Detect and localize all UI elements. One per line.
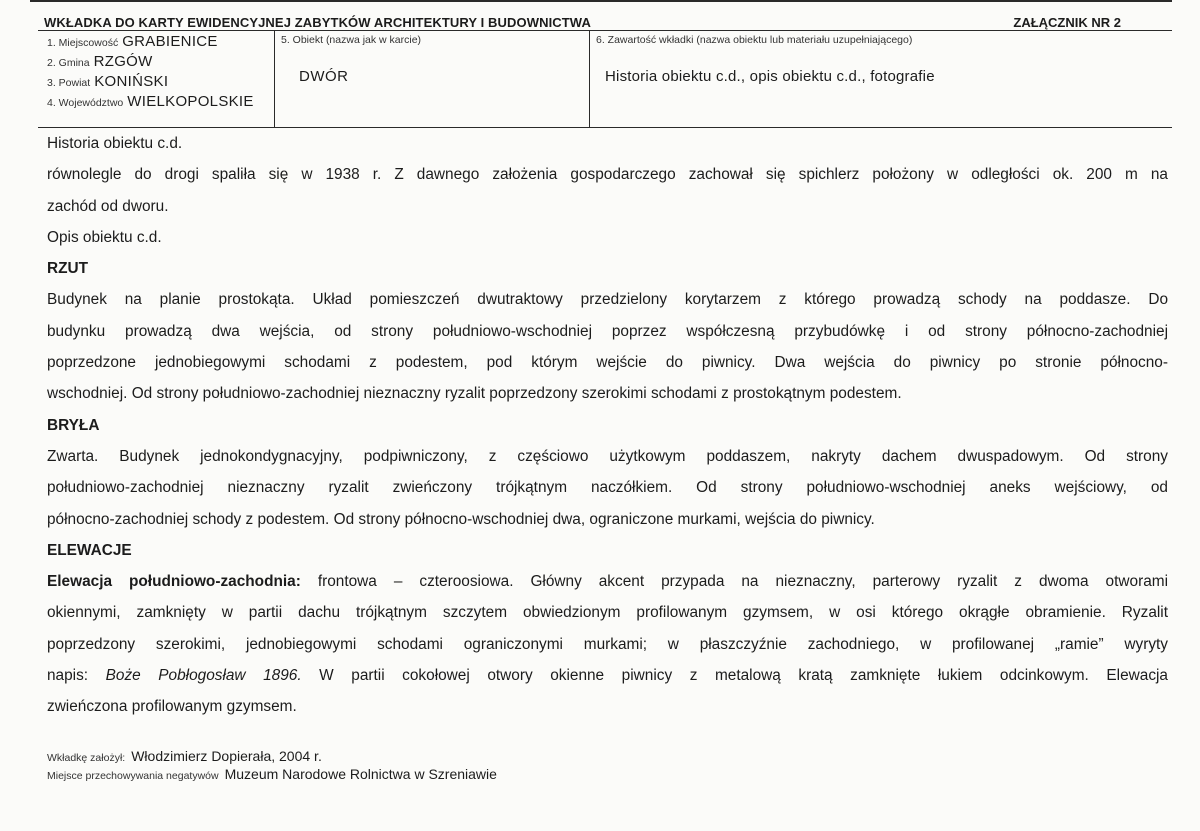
author-value: Włodzimierz Dopierała, 2004 r. xyxy=(131,748,322,764)
top-rule xyxy=(30,0,1172,2)
plan-line: wschodniej. Od strony południowo-zachodniej nieznaczny ryzalit poprzedzony szerokimi schodami z prostokątnym podestem. xyxy=(47,385,902,403)
town-value: GRABIENICE xyxy=(122,33,218,50)
voivodeship-value: WIELKOPOLSKIE xyxy=(127,93,254,110)
elevation-line xyxy=(47,566,1168,597)
history-line: zachód od dworu. xyxy=(47,197,169,215)
document-title: WKŁADKA DO KARTY EWIDENCYJNEJ ZABYTKÓW ARCHITEKTURY I BUDOWNICTWA xyxy=(44,15,591,30)
voivodeship-label: 4. Województwo xyxy=(47,97,124,109)
inscription-text: Boże Pobłogosław 1896. xyxy=(105,667,302,685)
document-body xyxy=(47,128,1168,723)
county-label: 3. Powiat xyxy=(47,77,91,89)
plan-line: Budynek na planie prostokąta. Układ pomieszczeń dwutraktowy przedzielony korytarzem z którego prowadzą schody na poddasze. Do xyxy=(47,291,1168,309)
county-row xyxy=(47,73,168,91)
contents-value: Historia obiektu c.d., opis obiektu c.d., fotografie xyxy=(605,68,935,85)
plan-line: budynku prowadzą dwa wejścia, od strony południowo-wschodniej poprzez współczesną przybudówkę i od strony północno-zachodniej xyxy=(47,322,1168,340)
plan-heading: RZUT xyxy=(47,260,89,278)
negatives-value: Muzeum Narodowe Rolnictwa w Szreniawie xyxy=(224,766,497,782)
elevation-line: poprzedzony szerokimi, jednobiegowymi schodami ograniczonymi murkami; w płaszczyźnie zachodniego, w profilowanej „ramie” wyryty xyxy=(47,635,1168,653)
elevation-line: zwieńczona profilowanym gzymsem. xyxy=(47,698,297,716)
elevation-text: frontowa – czteroosiowa. Główny akcent przypada na nieznaczny, parterowy ryzalit z dwoma otworami xyxy=(300,573,1168,591)
header-table xyxy=(38,30,1172,128)
mass-line: północno-zachodniej schody z podestem. Od strony północno-wschodniej dwa, ograniczone murkami, wejścia do piwnicy. xyxy=(47,510,875,528)
negatives-row xyxy=(47,766,497,784)
elevations-heading: ELEWACJE xyxy=(47,541,132,559)
object-value: DWÓR xyxy=(299,68,349,85)
object-cell xyxy=(275,31,590,127)
author-row xyxy=(47,748,322,766)
author-label: Wkładkę założył: xyxy=(47,752,126,764)
county-value: KONIŃSKI xyxy=(94,73,169,90)
town-label: 1. Miejscowość xyxy=(47,37,119,49)
plan-line: poprzedzone jednobiegowymi schodami z podestem, pod którym wejście do piwnicy. Dwa wejścia do piwnicy po stronie północno- xyxy=(47,354,1168,372)
history-line: równolegle do drogi spaliła się w 1938 r. Z dawnego założenia gospodarczego zachował się spichlerz położony w odległości ok. 200 m na xyxy=(47,166,1168,184)
mass-heading: BRYŁA xyxy=(47,416,100,434)
inscription-prefix: napis: xyxy=(47,667,106,685)
voivodeship-row xyxy=(47,93,254,111)
commune-value: RZGÓW xyxy=(93,53,153,70)
object-label: 5. Obiekt (nazwa jak w karcie) xyxy=(281,34,422,46)
elevation-text: W partii cokołowej otwory okienne piwnicy z metalową kratą zamknięte łukiem odcinkowym. Elewacja xyxy=(301,667,1168,685)
commune-label: 2. Gmina xyxy=(47,57,90,69)
commune-row xyxy=(47,53,153,71)
town-row xyxy=(47,33,218,51)
location-cell xyxy=(38,31,275,127)
negatives-label: Miejsce przechowywania negatywów xyxy=(47,770,219,782)
annex-number: ZAŁĄCZNIK NR 2 xyxy=(1013,15,1121,30)
elevation-subheading: Elewacja południowo-zachodnia: xyxy=(47,573,301,591)
description-title: Opis obiektu c.d. xyxy=(47,228,162,246)
mass-line: Zwarta. Budynek jednokondygnacyjny, podpiwniczony, z częściowo użytkowym poddaszem, nakryty dachem dwuspadowym. Od strony xyxy=(47,447,1168,465)
elevation-line xyxy=(47,660,1168,691)
contents-cell xyxy=(590,31,1172,127)
elevation-line: okiennymi, zamknięty w partii dachu trójkątnym szczytem obwiedzionym profilowanym gzymsem, w osi którego okrągłe obramienie. Ryzalit xyxy=(47,604,1168,622)
contents-label: 6. Zawartość wkładki (nazwa obiektu lub materiału uzupełniającego) xyxy=(596,34,913,46)
mass-line: południowo-zachodniej nieznaczny ryzalit zwieńczony trójkątnym naczółkiem. Od strony południowo-wschodniej aneks wejściowy, od xyxy=(47,479,1168,497)
history-title: Historia obiektu c.d. xyxy=(47,135,183,152)
